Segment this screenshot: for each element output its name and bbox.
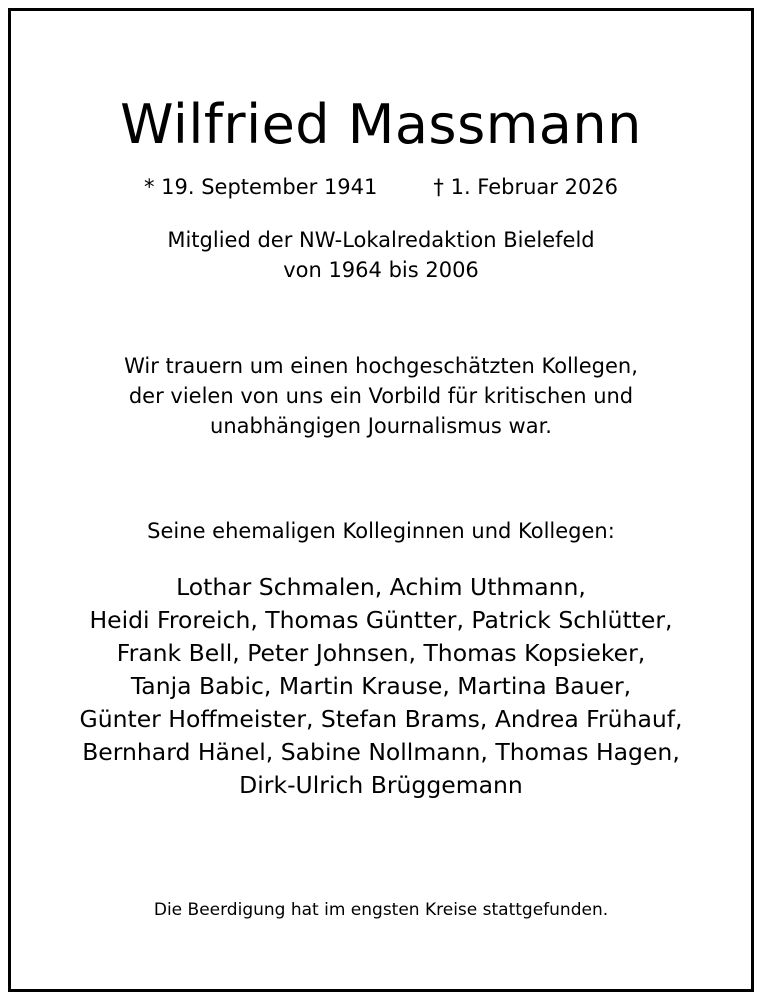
funeral-note: Die Beerdigung hat im engsten Kreise stattgefunden.: [153, 900, 609, 920]
obituary-notice: [8, 8, 754, 992]
membership-text: [11, 225, 751, 285]
mourning-line: Wir trauern um einen hochgeschätzten Kollegen,: [124, 354, 638, 378]
membership-line: von 1964 bis 2006: [283, 258, 479, 282]
mourning-line: unabhängigen Journalismus war.: [210, 414, 552, 438]
colleague-line: Heidi Froreich, Thomas Güntter, Patrick Schlütter,: [89, 606, 673, 634]
colleagues-intro: Seine ehemaligen Kolleginnen und Kollegen:: [147, 519, 615, 543]
colleague-names: [11, 571, 751, 802]
colleague-line: Tanja Babic, Martin Krause, Martina Bauer,: [130, 672, 632, 700]
life-dates: [11, 173, 751, 201]
death-date: † 1. Februar 2026: [433, 175, 619, 199]
mourning-text: [11, 351, 751, 441]
colleague-line: Bernhard Hänel, Sabine Nollmann, Thomas Hagen,: [82, 738, 680, 766]
mourning-line: der vielen von uns ein Vorbild für kritischen und: [128, 384, 634, 408]
colleague-line: Günter Hoffmeister, Stefan Brams, Andrea Frühauf,: [79, 705, 683, 733]
colleague-line: Frank Bell, Peter Johnsen, Thomas Kopsieker,: [116, 639, 646, 667]
membership-line: Mitglied der NW-Lokalredaktion Bielefeld: [167, 228, 595, 252]
colleague-line: Dirk-Ulrich Brüggemann: [239, 771, 523, 799]
deceased-name: Wilfried Massmann: [120, 93, 642, 156]
birth-date: * 19. September 1941: [143, 175, 378, 199]
colleague-line: Lothar Schmalen, Achim Uthmann,: [176, 573, 586, 601]
